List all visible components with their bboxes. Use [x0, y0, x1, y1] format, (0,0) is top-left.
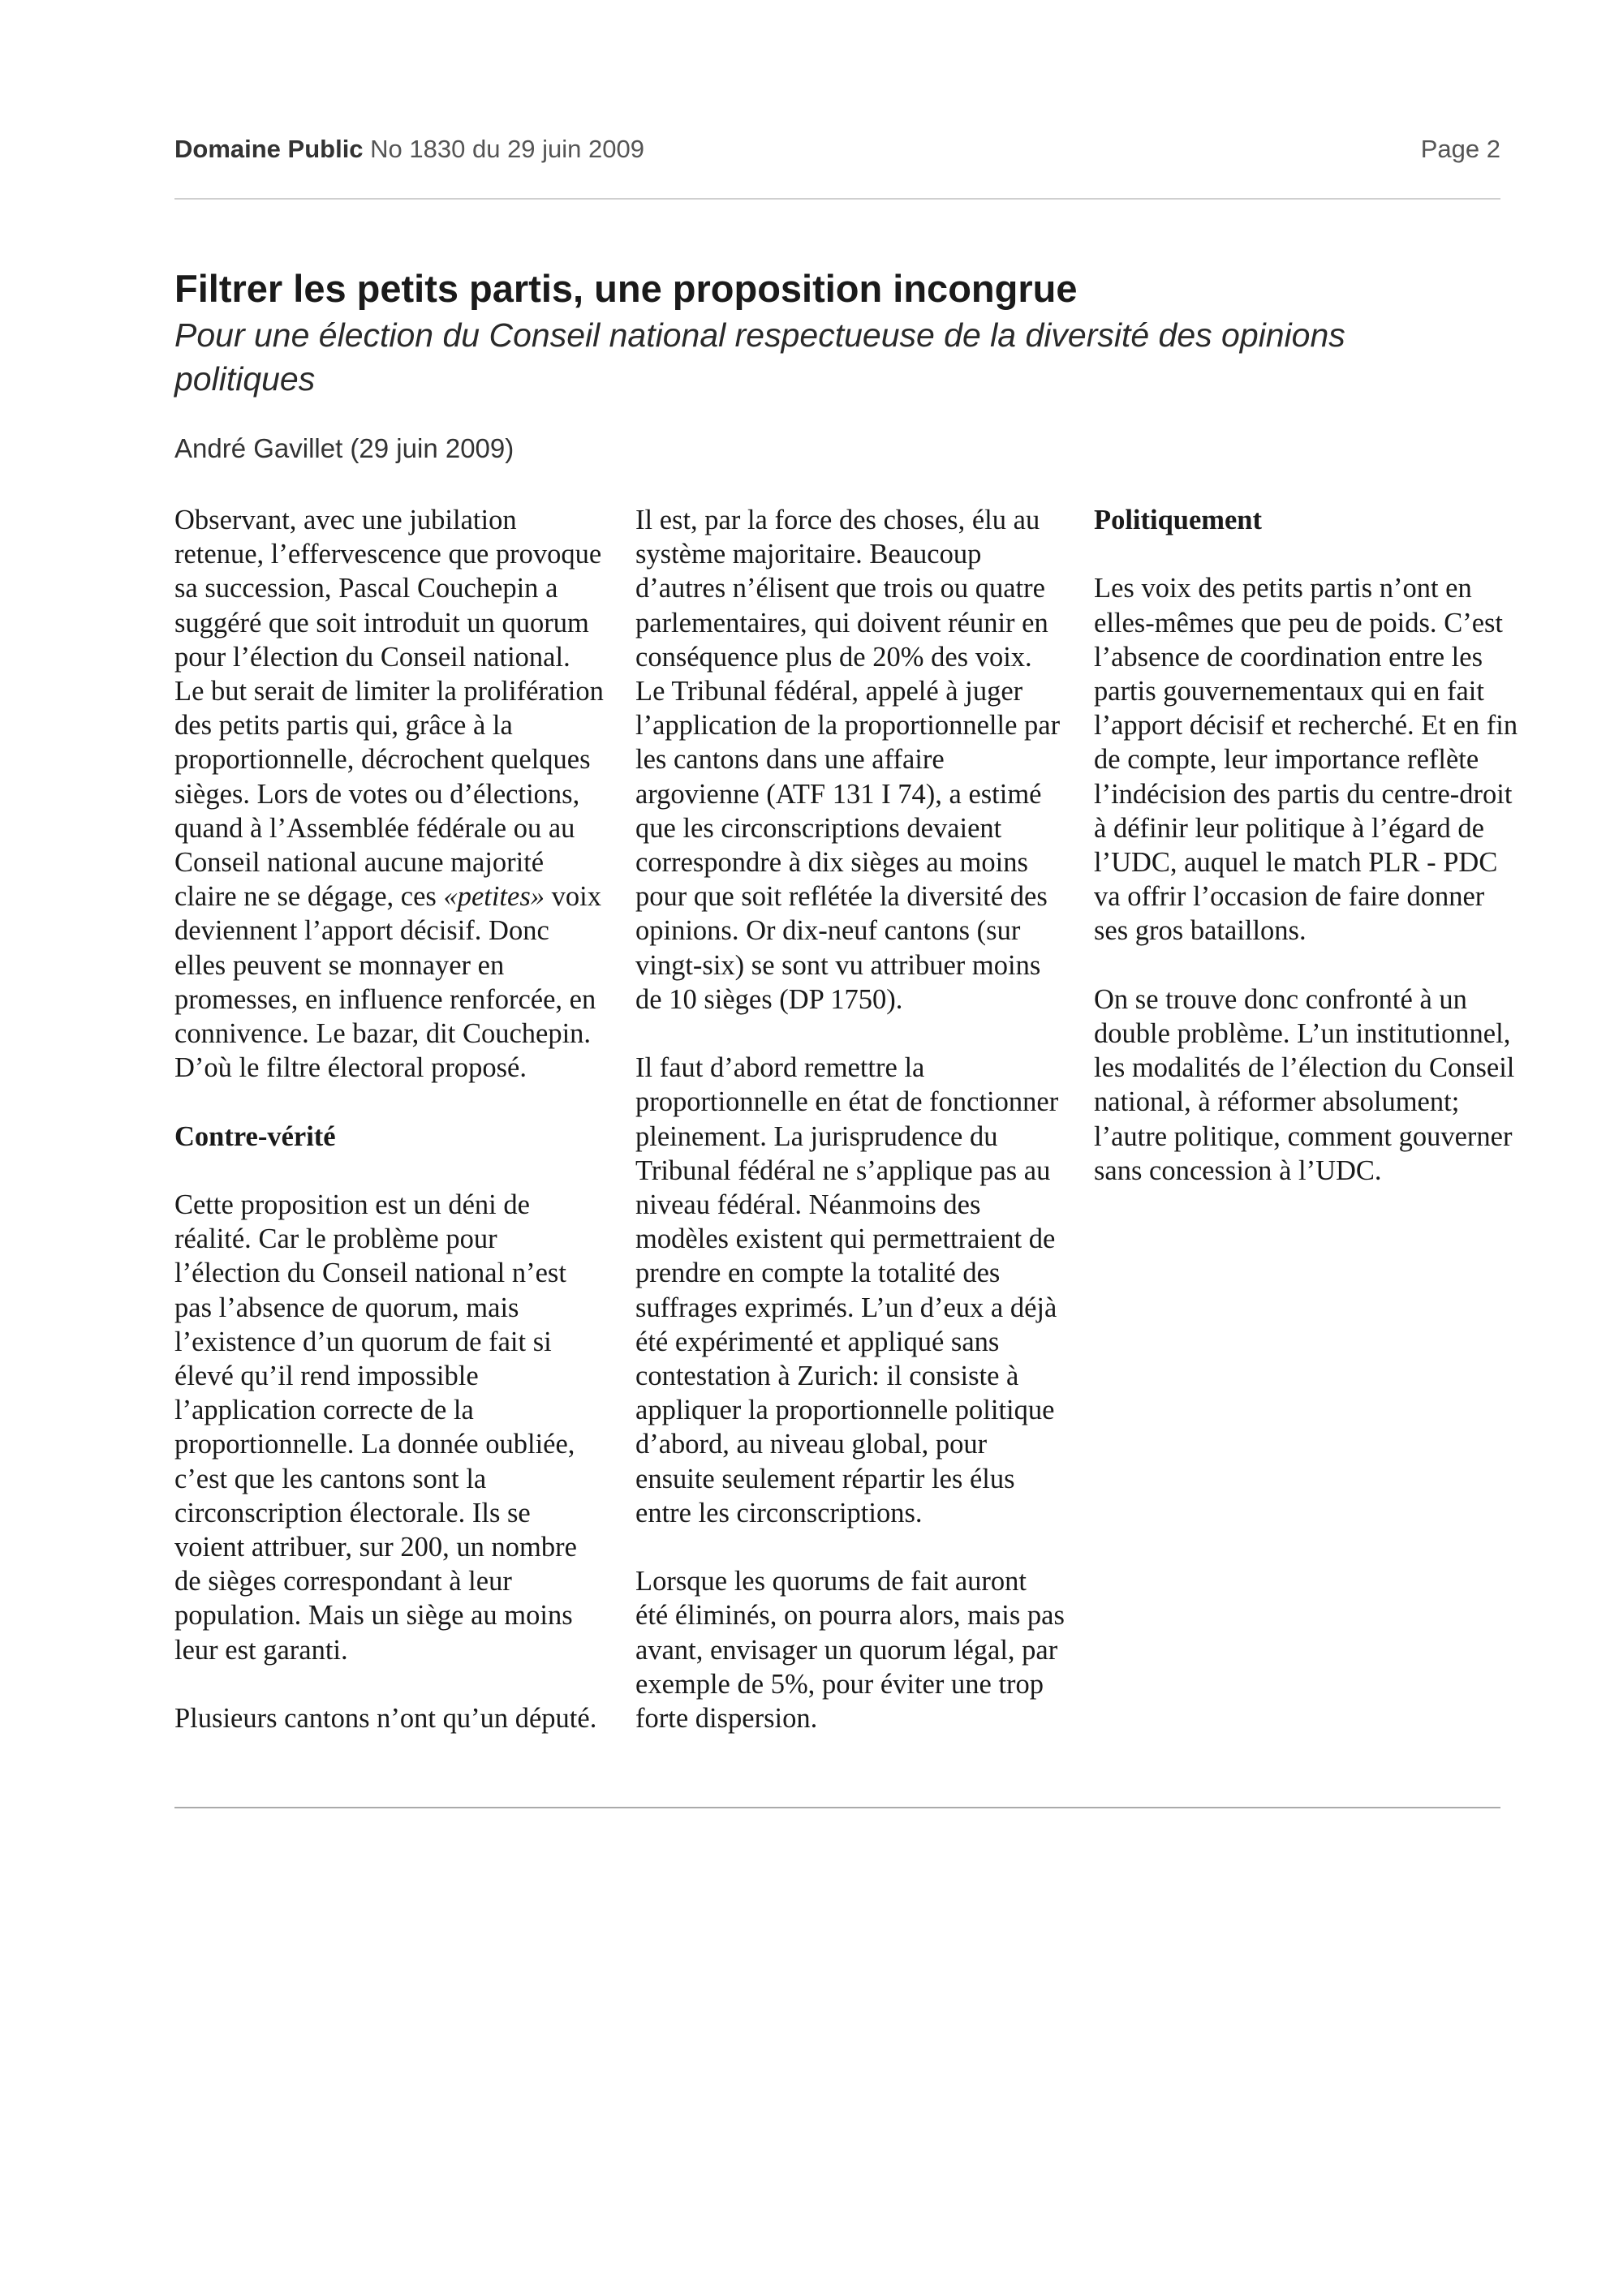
paragraph-quorum-legal: Lorsque les quorums de fait auront été éliminés, on pourra alors, mais pas avant, envisager un quorum légal, par exemple de 5%, pour éviter une trop forte dispersion. [635, 1566, 1065, 1735]
article-title: Filtrer les petits partis, une proposition incongrue [174, 267, 1078, 310]
emphasis-text: «petites» [443, 881, 545, 913]
page-number: Page 2 [1420, 135, 1500, 163]
paragraph-intro [174, 503, 605, 1085]
section-heading-politiquement: Politiquement [1094, 505, 1262, 535]
page-header [174, 135, 1500, 167]
paragraph-voix-petits-partis: Les voix des petits partis n’ont en elles-mêmes que peu de poids. C’est l’absence de coordination entre les partis gouvernementaux qui en fait l’apport décisif et recherché. Et en fin de compte, leur importance reflète l’indécision des partis du centre-droit à définir leur politique à l’égard de l’UDC, auquel le match PLR - PDC va offrir l’occasion de faire donner ses gros bataillons. [1094, 573, 1518, 947]
paragraph-double-probleme: On se trouve donc confronté à un double problème. L’un institutionnel, les modalités de l’élection du Conseil national, à réformer absolument; l’autre politique, comment gouverner sans concession à l’UDC. [1094, 983, 1515, 1186]
paragraph-remettre-proportionnelle: Il faut d’abord remettre la proportionnelle en état de fonctionner pleinement. La jurisprudence du Tribunal fédéral ne s’applique pas au niveau fédéral. Néanmoins des modèles existent qui permettraient de prendre en compte la totalité des suffrages exprimés. L’un d’eux a déjà été expérimenté et appliqué sans contestation à Zurich: il consiste à appliquer la proportionnelle politique d’abord, au niveau global, pour ensuite seulement répartir les élus entre les circonscriptions. [635, 1052, 1059, 1529]
issue-info: No 1830 du 29 juin 2009 [363, 135, 644, 163]
paragraph-cantons: Il est, par la force des choses, élu au système majoritaire. Beaucoup d’autres n’élisent que trois ou quatre parlementaires, qui doivent réunir en conséquence plus de 20% des voix. Le Tribunal fédéral, appelé à juger l’application de la proportionnelle par les cantons dans une affaire argovienne (ATF 131 I 74), a estimé que les circonscriptions devaient correspondre à dix sièges au moins pour que soit reflétée la diversité des opinions. Or dix-neuf cantons (sur vingt-six) se sont vu attribuer moins de 10 sièges (DP 1750). [635, 505, 1061, 1015]
header-divider [174, 198, 1500, 200]
paragraph-text: voix deviennent l’apport décisif. Donc elles peuvent se monnayer en promesses, en influence renforcée, en connivence. Le bazar, dit Couchepin. D’où le filtre électoral proposé. [174, 881, 601, 1084]
section-heading-contre-verite: Contre-vérité [174, 1120, 336, 1152]
body-column-1 [174, 503, 605, 1769]
paragraph-text: Observant, avec une jubilation retenue, l’effervescence que provoque sa succession, Pascal Couchepin a suggéré que soit introduit un quorum pour l’élection du Conseil national. Le but serait de limiter la prolifération des petits partis qui, grâce à la proportionnelle, décrochent quelques sièges. Lors de votes ou d’élections, quand à l’Assemblée fédérale ou au Conseil national aucune majorité claire ne se dégage, ces [174, 505, 604, 913]
article-byline: André Gavillet (29 juin 2009) [174, 433, 514, 463]
footer-divider [174, 1807, 1500, 1808]
publication-name: Domaine Public [174, 135, 364, 163]
body-column-2 [635, 503, 1065, 1769]
paragraph-deni-de-realite: Cette proposition est un déni de réalité. Car le problème pour l’élection du Conseil national n’est pas l’absence de quorum, mais l’existence d’un quorum de fait si élevé qu’il rend impossible l’application correcte de la proportionnelle. La donnée oubliée, c’est que les cantons sont la circonscription électorale. Ils se voient attribuer, sur 200, un nombre de sièges correspondant à leur population. Mais un siège au moins leur est garanti. [174, 1189, 577, 1666]
article-subtitle: Pour une élection du Conseil national respectueuse de la diversité des opinions politiques [174, 316, 1345, 398]
body-column-3 [1094, 503, 1524, 1222]
paragraph-cantons: Plusieurs cantons n’ont qu’un député. [174, 1703, 597, 1735]
